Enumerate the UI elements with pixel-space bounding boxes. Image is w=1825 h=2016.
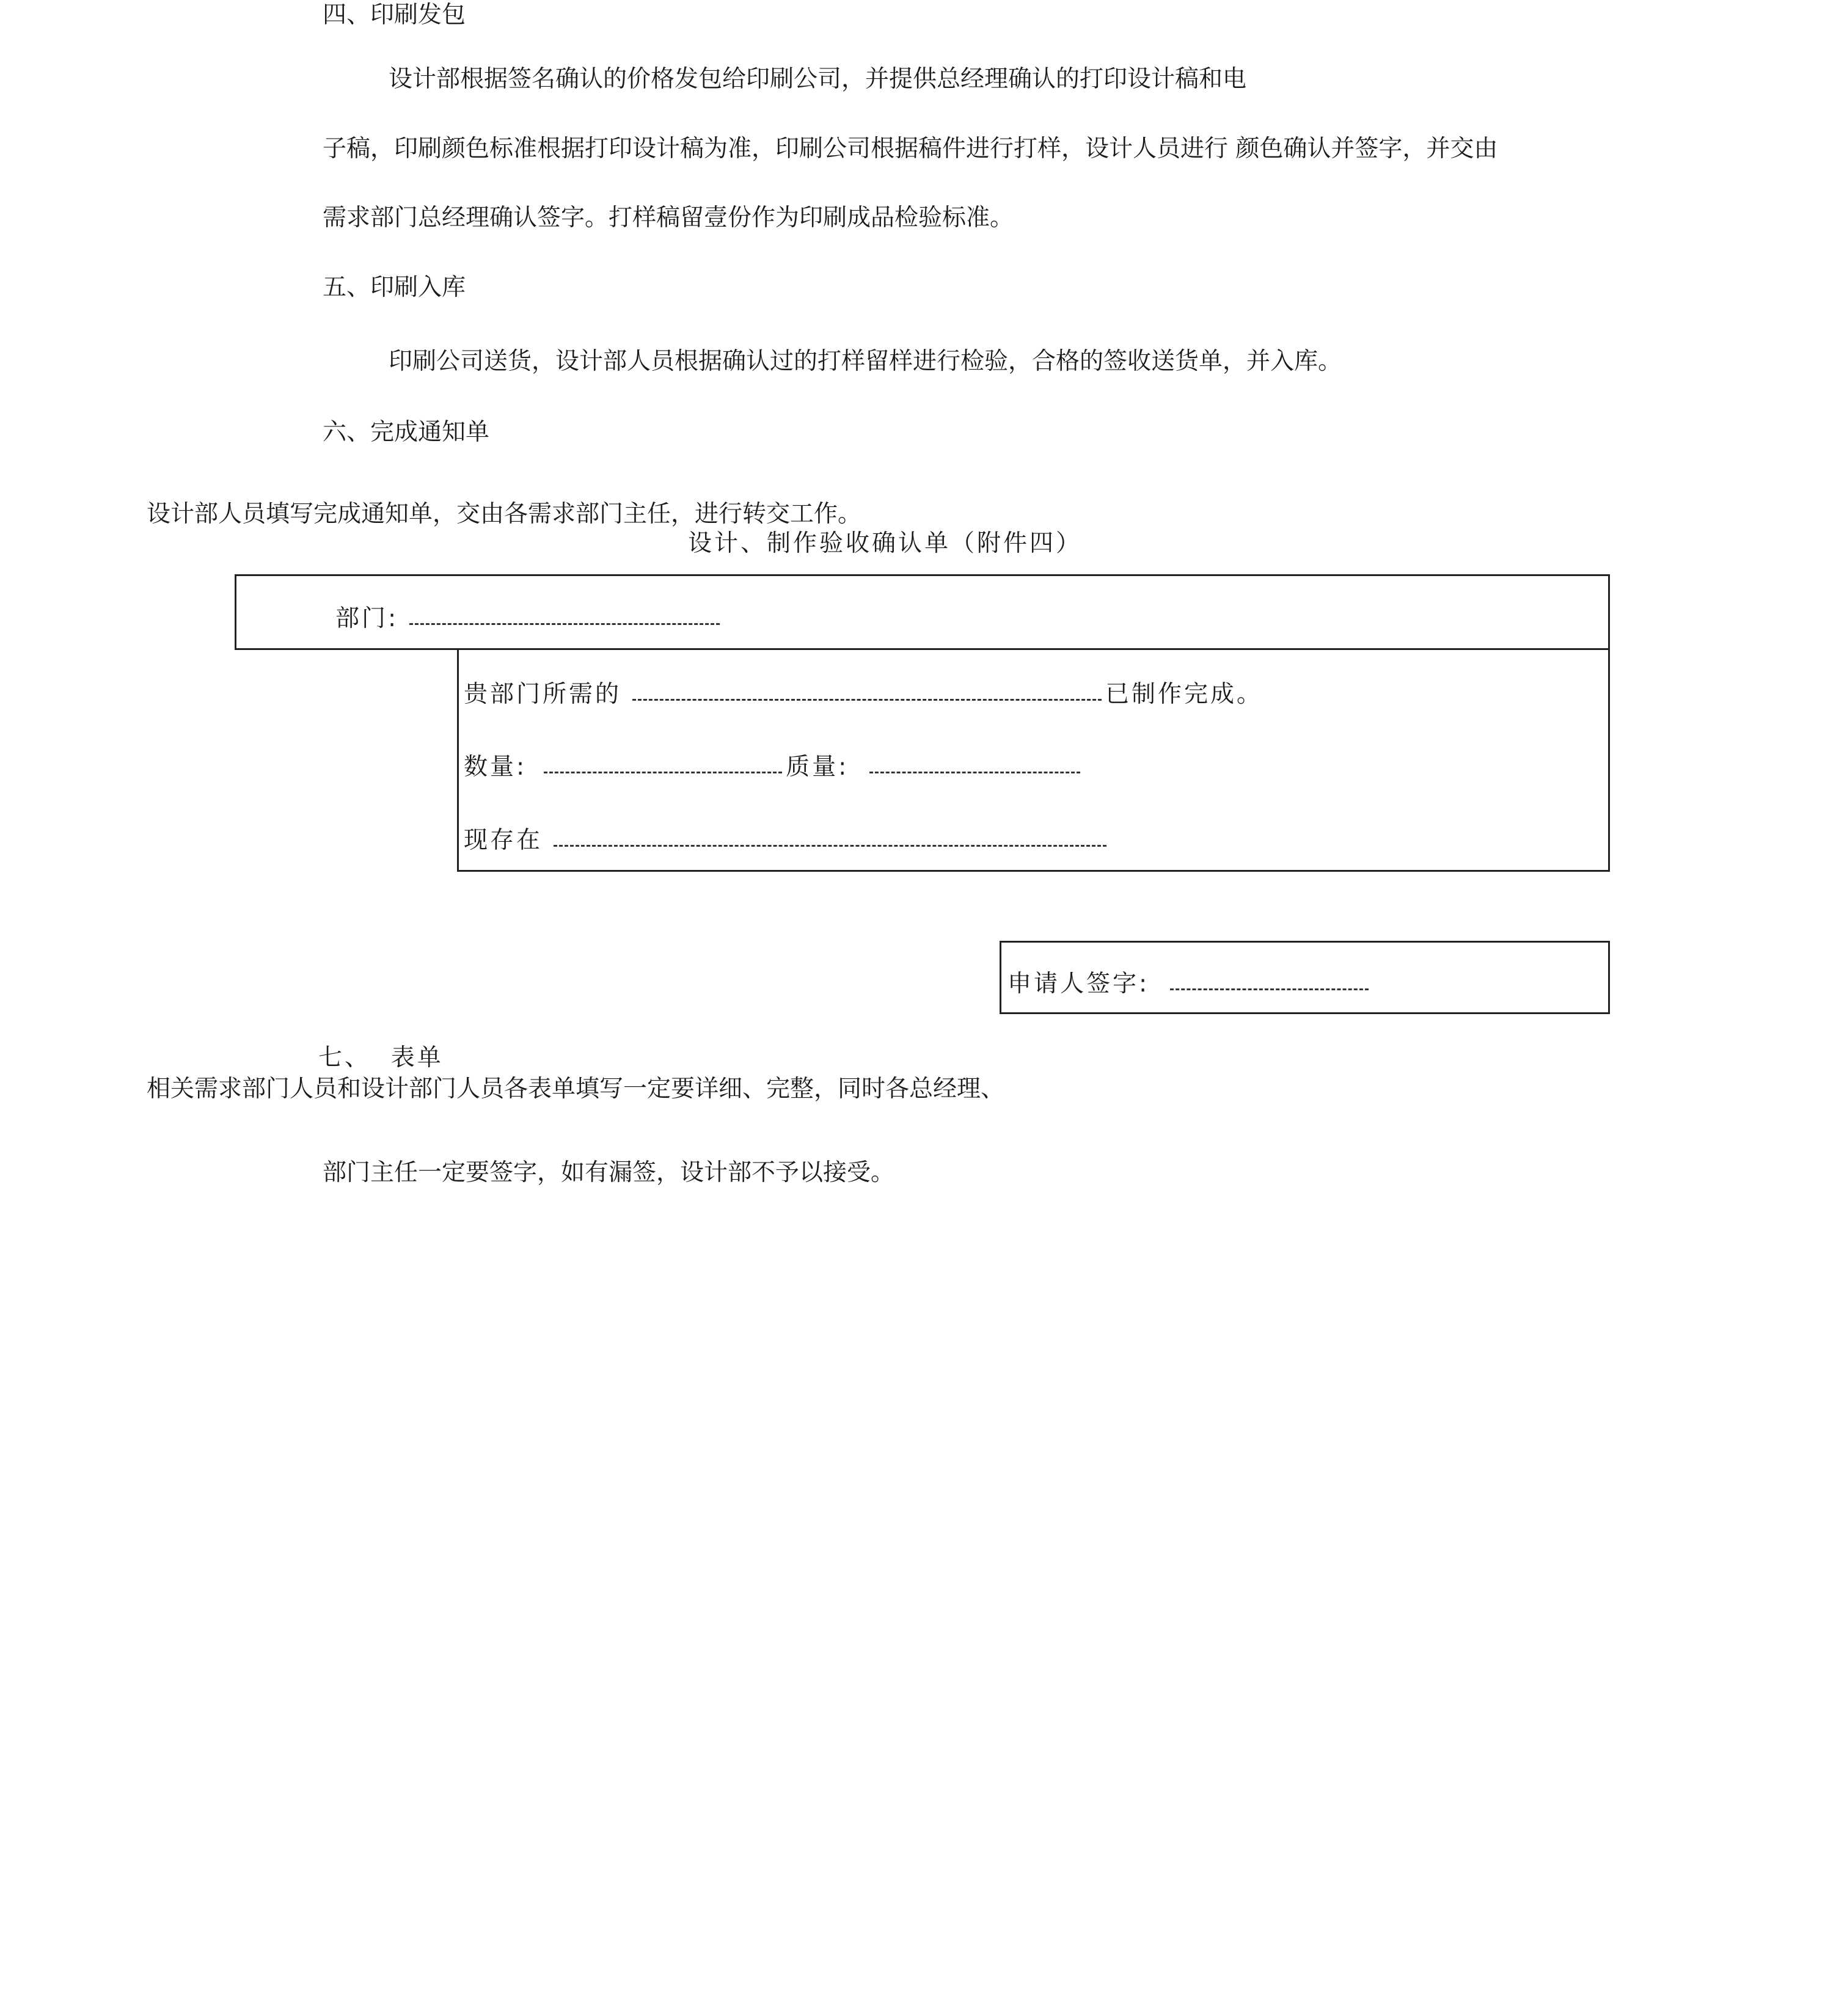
signature-row xyxy=(1008,972,1372,996)
item-label: 贵部门所需的 xyxy=(464,681,622,708)
signature-box xyxy=(1000,941,1610,1014)
department-row xyxy=(335,607,723,630)
section-4-heading: 四、印刷发包 xyxy=(323,1,466,29)
department-box xyxy=(235,574,1610,650)
location-label: 现存在 xyxy=(464,827,543,854)
section-6-heading: 六、完成通知单 xyxy=(323,418,490,446)
section-7-paragraph-line-1: 相关需求部门人员和设计部门人员各表单填写一定要详细、完整，同时各总经理、 xyxy=(147,1075,1005,1103)
quality-label: 质量: xyxy=(786,753,849,781)
section-5-heading: 五、印刷入库 xyxy=(323,274,466,301)
completion-details-box xyxy=(457,648,1610,872)
location-field[interactable] xyxy=(554,844,1106,847)
item-suffix: 已制作完成。 xyxy=(1105,681,1264,708)
section-7-heading: 七、 表单 xyxy=(318,1044,444,1072)
quantity-quality-row xyxy=(464,755,1084,779)
section-4-paragraph-line-2: 子稿，印刷颜色标准根据打印设计稿为准，印刷公司根据稿件进行打样，设计人员进行 颜色确认并签字，并交由 xyxy=(323,135,1498,163)
section-6-paragraph: 设计部人员填写完成通知单，交由各需求部门主任，进行转交工作。 xyxy=(147,500,862,528)
quantity-label: 数量: xyxy=(464,753,527,781)
section-4-paragraph-line-3: 需求部门总经理确认签字。打样稿留壹份作为印刷成品检验标准。 xyxy=(323,204,1014,232)
location-row xyxy=(464,828,1110,852)
quantity-field[interactable] xyxy=(544,770,782,773)
section-7-paragraph-line-2: 部门主任一定要签字，如有漏签，设计部不予以接受。 xyxy=(323,1159,895,1186)
item-field[interactable] xyxy=(632,698,1102,701)
signature-field[interactable] xyxy=(1170,987,1369,990)
department-field[interactable] xyxy=(409,622,720,625)
section-5-paragraph: 印刷公司送货，设计部人员根据确认过的打样留样进行检验，合格的签收送货单，并入库。 xyxy=(389,348,1342,375)
item-row xyxy=(464,682,1263,706)
signature-label: 申请人签字: xyxy=(1008,970,1150,998)
quality-field[interactable] xyxy=(869,770,1080,773)
form-title: 设计、制作验收确认单（附件四） xyxy=(688,530,1083,557)
section-4-paragraph-line-1: 设计部根据签名确认的价格发包给印刷公司，并提供总经理确认的打印设计稿和电 xyxy=(389,65,1247,93)
department-label: 部门: xyxy=(335,605,399,632)
